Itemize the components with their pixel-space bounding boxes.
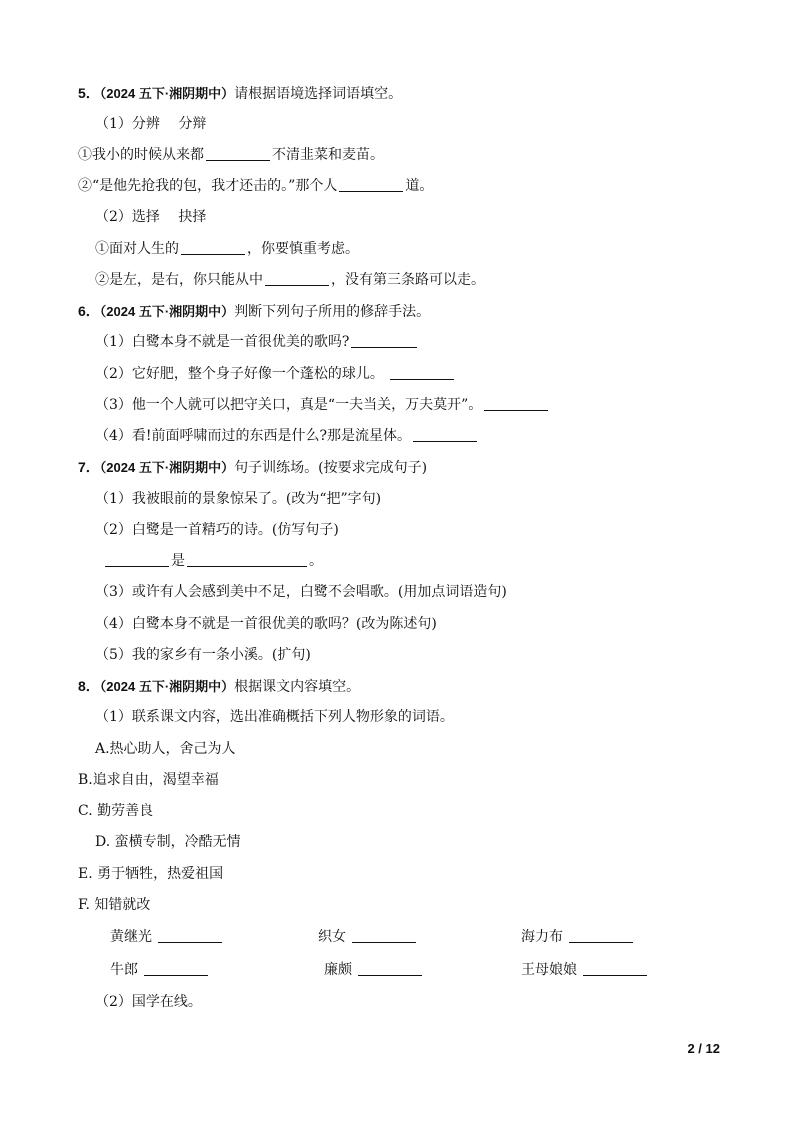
q7-sentence-2-imitate: 是 。 [103,552,323,570]
q6-source: （2024 五下·湘阴期中） [99,304,235,319]
q6-stem [78,302,430,321]
q7-sentence-4: （4）白鹭本身不就是一首很优美的歌吗？(改为陈述句) [95,616,437,632]
q5-part1-head: （1）分辨 分辩 [95,116,207,132]
answer-blank[interactable] [390,365,454,380]
answer-blank[interactable] [413,427,477,442]
q8-option-e: E. 勇于牺牲，热爱祖国 [78,866,224,882]
answer-blank[interactable] [484,396,548,411]
q8-person-2: 织女 [318,928,418,946]
q8-part2: （2）国学在线。 [95,994,202,1010]
q7-text: 句子训练场。(按要求完成句子) [234,460,428,476]
q7-sentence-1: （1）我被眼前的景象惊呆了。(改为“把”字句) [95,491,382,507]
q8-option-f: F. 知错就改 [78,897,151,913]
answer-blank[interactable] [187,552,307,567]
q5-part2-head: （2）选择 抉择 [95,209,207,225]
answer-blank[interactable] [181,240,245,255]
answer-blank[interactable] [206,146,270,161]
q7-stem [78,458,427,477]
q7-sentence-2: （2）白鹭是一首精巧的诗。(仿写句子) [95,522,339,538]
answer-blank[interactable] [265,271,329,286]
answer-blank[interactable] [158,928,222,943]
q8-person-3: 海力布 [521,928,635,946]
answer-blank[interactable] [569,928,633,943]
answer-blank[interactable] [144,961,208,976]
q5-part1-b: ②“是他先抢我的包，我才还击的。”那个人 道。 [78,178,434,194]
page-number: 2 / 12 [687,1041,720,1056]
q6-sentence-4: （4）看!前面呼啸而过的东西是什么?那是流星体。 [95,427,479,445]
q5-part2-b: ②是左，是右，你只能从中 ，没有第三条路可以走。 [95,272,485,288]
answer-blank[interactable] [105,552,169,567]
q6-sentence-2: （2）它好肥，整个身子好像一个蓬松的球儿。 [95,365,456,383]
q5-part1-a: ①我小的时候从来都 不清韭菜和麦苗。 [78,147,384,163]
q8-option-c: C. 勤劳善良 [78,803,154,819]
q8-source: （2024 五下·湘阴期中） [99,679,235,694]
q8-person-6: 王母娘娘 [521,961,649,979]
q8-part1: （1）联系课文内容，选出准确概括下列人物形象的词语。 [95,709,454,725]
q5-stem [78,84,402,103]
q6-sentence-3: （3）他一个人就可以把守关口，真是“一夫当关，万夫莫开”。 [95,396,550,414]
q5-number: 5． [78,85,100,101]
q8-text: 根据课文内容填空。 [234,679,361,695]
q5-part2-a: ①面对人生的 ，你要慎重考虑。 [95,241,359,257]
q8-option-d: D. 蛮横专制，冷酷无情 [95,834,241,850]
q8-option-b: B.追求自由，渴望幸福 [78,772,219,788]
q6-text: 判断下列句子所用的修辞手法。 [234,304,431,320]
q7-sentence-5: （5）我的家乡有一条小溪。(扩句) [95,647,311,663]
answer-blank[interactable] [351,333,417,348]
q8-person-1: 黄继光 [110,928,224,946]
q8-number: 8． [78,678,100,694]
q5-text: 请根据语境选择词语填空。 [234,86,403,102]
q7-number: 7． [78,459,100,475]
answer-blank[interactable] [583,961,647,976]
answer-blank[interactable] [352,928,416,943]
q8-option-a: A.热心助人，舍己为人 [95,741,236,757]
q8-person-4: 牛郎 [110,961,210,979]
q6-sentence-1: （1）白鹭本身不就是一首很优美的歌吗? [95,333,419,351]
q5-source: （2024 五下·湘阴期中） [99,86,235,101]
q7-sentence-3: （3）或许有人会感到美中不足，白鹭不会唱歌。(用加点词语造句) [95,584,507,600]
q8-stem [78,677,360,696]
answer-blank[interactable] [339,177,403,192]
q8-person-5: 廉颇 [324,961,424,979]
q7-source: （2024 五下·湘阴期中） [99,460,235,475]
answer-blank[interactable] [358,961,422,976]
q6-number: 6． [78,303,100,319]
